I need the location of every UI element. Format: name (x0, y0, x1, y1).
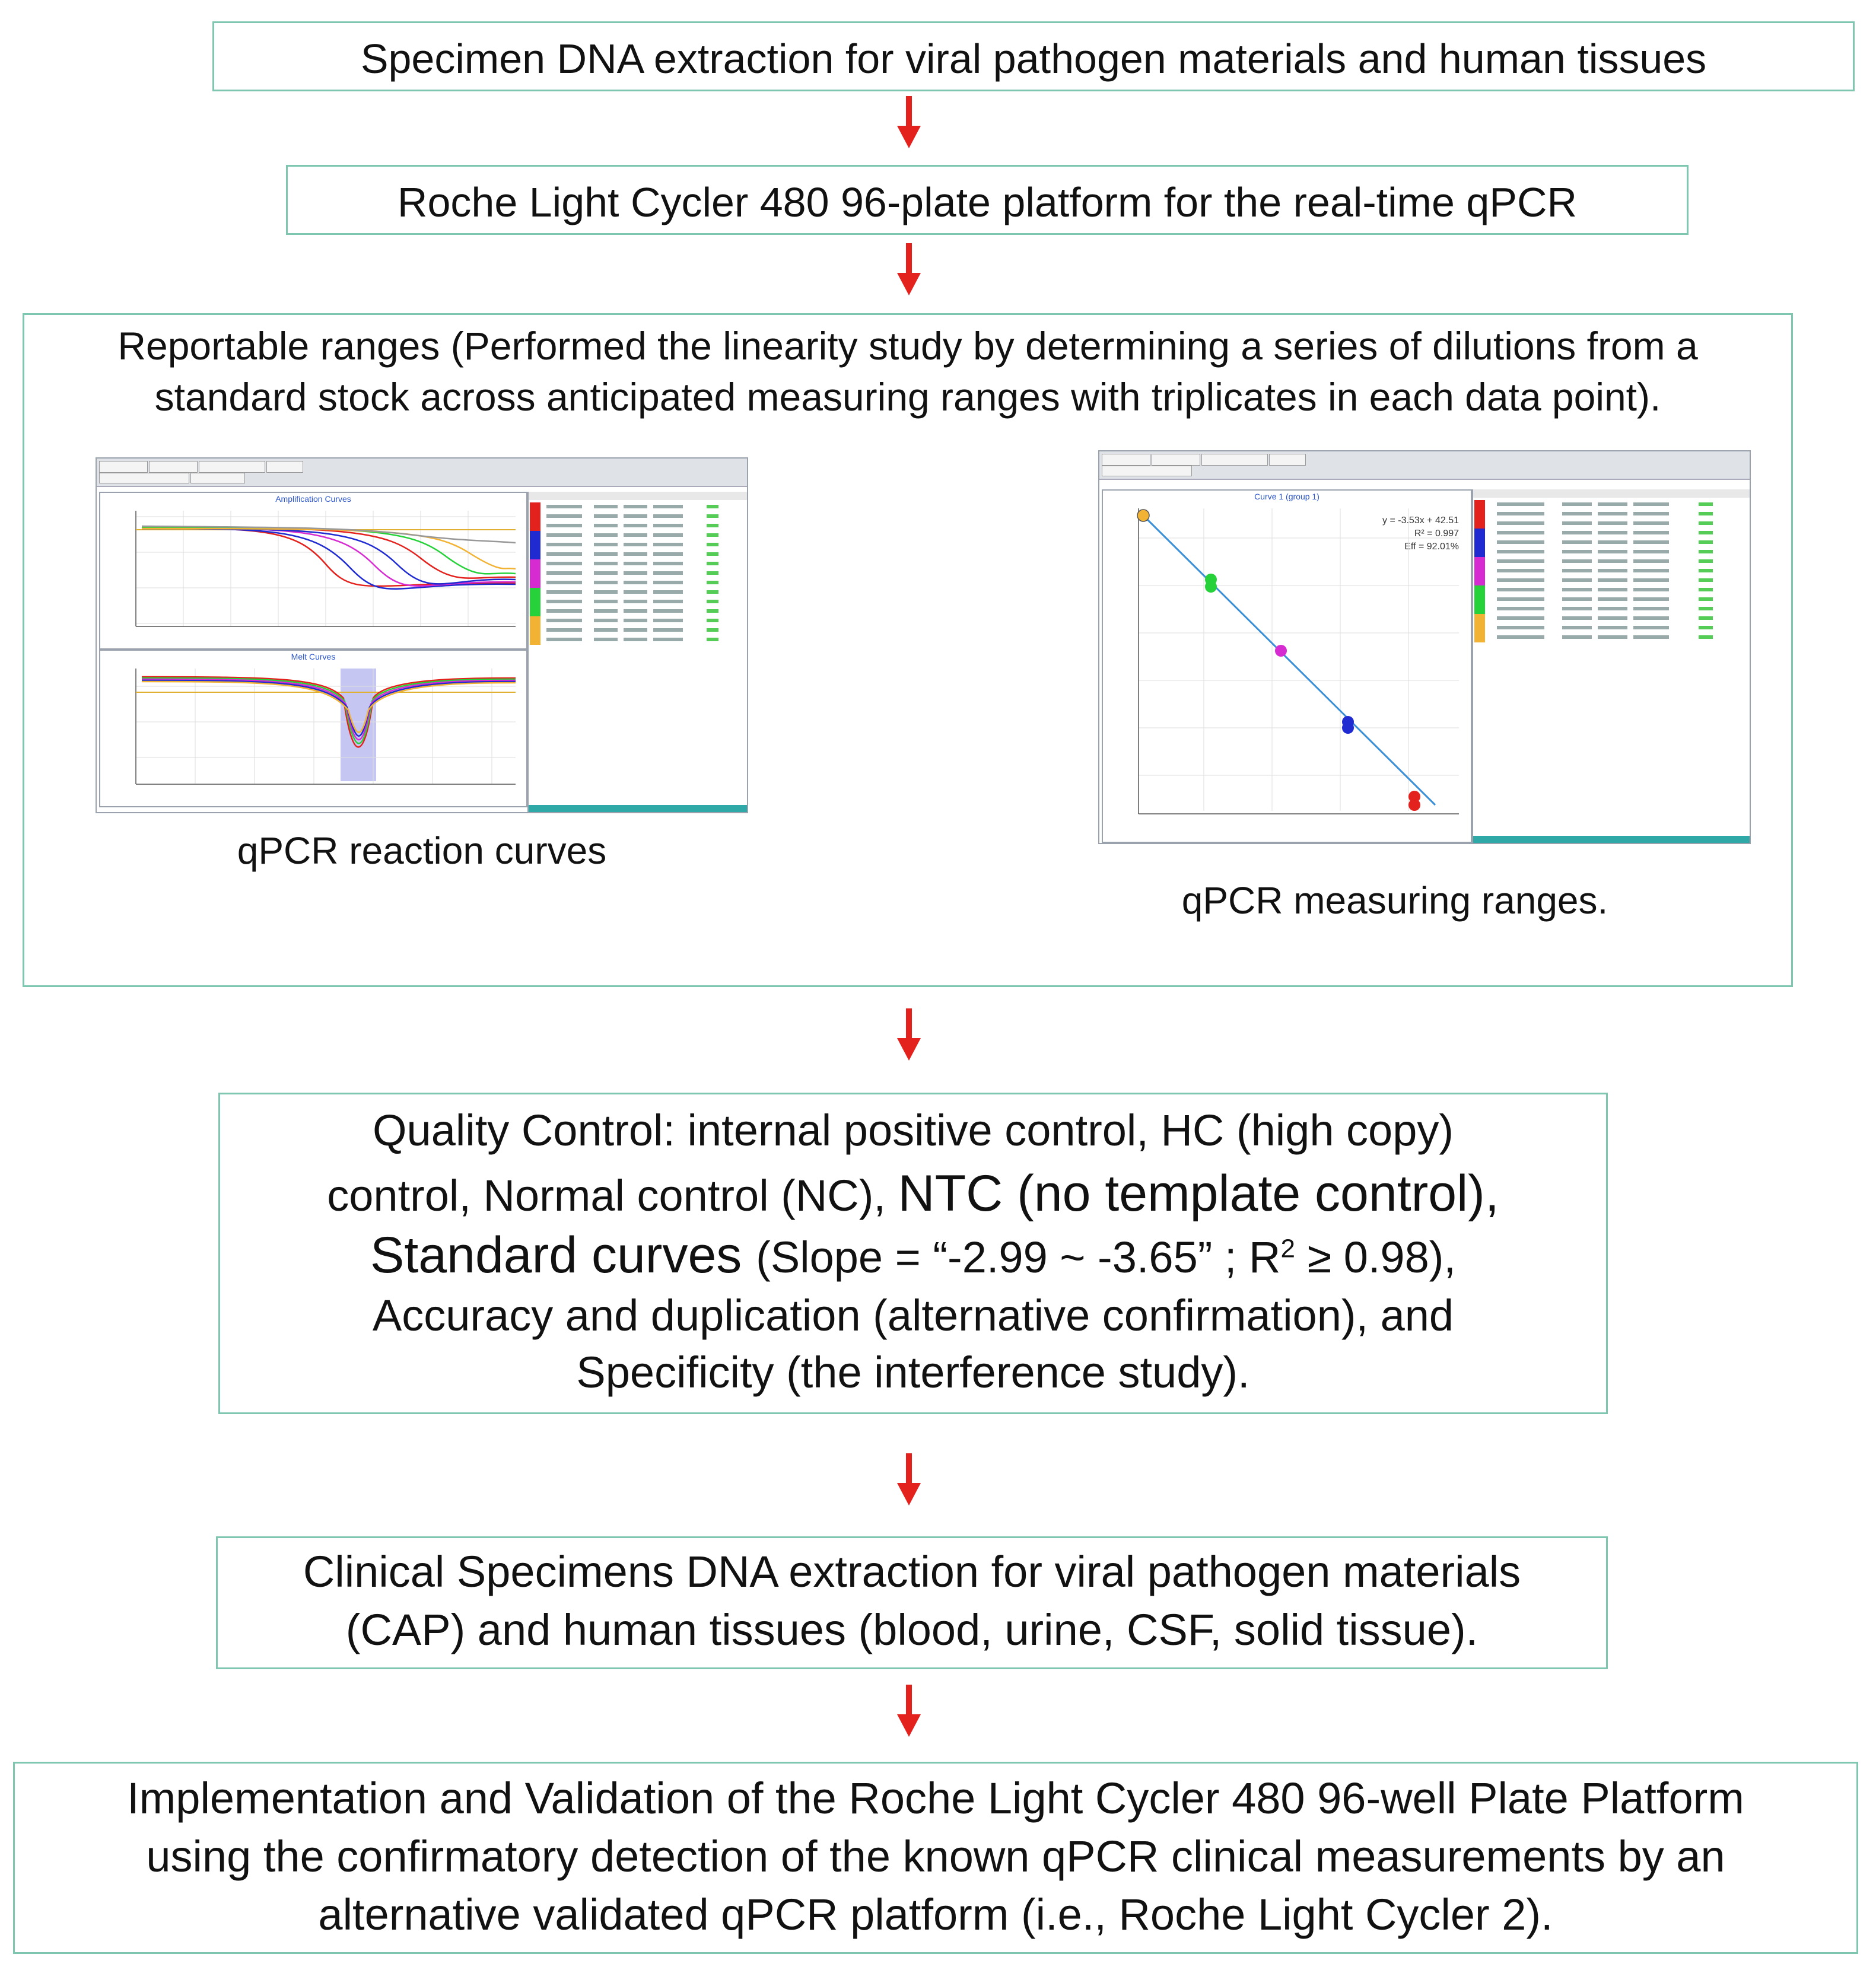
standard-curve-r2: R² = 0.997 (1414, 529, 1459, 539)
std-point-5b (1408, 799, 1420, 811)
step6-line2: using the confirmatory detection of the known qPCR clinical measurements by an (146, 1832, 1725, 1881)
step2-text: Roche Light Cycler 480 96-plate platform for the real-time qPCR (397, 179, 1578, 225)
amplification-curves-title: Amplification Curves (275, 494, 351, 504)
sample-table-left (527, 492, 748, 813)
step4-line4: Accuracy and duplication (alternative confirmation), and (372, 1291, 1454, 1340)
amplification-curves-panel (99, 492, 527, 650)
step4-line5: Specificity (the interference study). (576, 1348, 1250, 1397)
arrow-down-3 (897, 1008, 921, 1062)
amplification-curves-plot (100, 493, 524, 646)
step1-text: Specimen DNA extraction for viral pathogen materials and human tissues (360, 36, 1707, 82)
step4-line2a: control, Normal control (NC), (327, 1171, 898, 1220)
std-point-2b (1205, 581, 1217, 593)
step3-line1: Reportable ranges (Performed the linearity study by determining a series of dilutions from a (117, 324, 1698, 368)
sample-table-left-rows (529, 492, 748, 813)
step4-line3-sup: 2 (1280, 1234, 1295, 1263)
std-point-3 (1275, 645, 1287, 657)
step4-line1: Quality Control: internal positive control, HC (high copy) (373, 1106, 1454, 1155)
step4-line2 (220, 1164, 1606, 1223)
std-point-1 (1137, 510, 1149, 521)
qpcr-measuring-ranges-screenshot (1098, 450, 1751, 844)
standard-curve-plot (1103, 491, 1468, 839)
arrow-down-1 (897, 96, 921, 149)
step5-box (216, 1536, 1608, 1669)
screenshot-tab-strip (1099, 451, 1750, 480)
arrow-down-5 (897, 1685, 921, 1738)
step6-line3: alternative validated qPCR platform (i.e., Roche Light Cycler 2). (318, 1890, 1553, 1939)
caption-measuring-ranges: qPCR measuring ranges. (1181, 879, 1608, 922)
std-point-4b (1342, 722, 1354, 734)
standard-curve-panel (1102, 489, 1472, 843)
step5-line2: (CAP) and human tissues (blood, urine, CSF, solid tissue). (345, 1605, 1478, 1654)
standard-curve-title: Curve 1 (group 1) (1254, 492, 1319, 501)
step4-line2b: NTC (no template control), (898, 1165, 1499, 1222)
caption-reaction-curves: qPCR reaction curves (237, 829, 607, 872)
standard-curve-efficiency: Eff = 92.01% (1404, 542, 1459, 552)
step1-box (212, 21, 1855, 91)
arrow-down-2 (897, 243, 921, 297)
melt-curves-panel (99, 650, 527, 807)
step4-box (218, 1093, 1608, 1414)
step6-box (13, 1762, 1858, 1954)
step3-line2: standard stock across anticipated measuring ranges with triplicates in each data point). (154, 375, 1661, 419)
melt-curves-title: Melt Curves (291, 652, 336, 661)
step4-line3 (220, 1226, 1606, 1285)
step4-line3b: (Slope = “-2.99 ~ -3.65” ; R (756, 1233, 1281, 1282)
qpcr-reaction-curves-screenshot (96, 457, 748, 813)
sample-table-right-rows (1473, 489, 1751, 844)
melt-curves-plot (100, 651, 524, 804)
step4-line3c: ≥ 0.98), (1295, 1233, 1456, 1282)
arrow-down-4 (897, 1453, 921, 1507)
step3-box (23, 313, 1793, 987)
step2-box (286, 165, 1689, 235)
step5-line1: Clinical Specimens DNA extraction for viral pathogen materials (303, 1547, 1521, 1596)
sample-table-right (1472, 489, 1751, 844)
standard-curve-equation: y = -3.53x + 42.51 (1382, 515, 1459, 526)
step6-line1: Implementation and Validation of the Roche Light Cycler 480 96-well Plate Platform (127, 1774, 1744, 1823)
step4-line3a: Standard curves (370, 1227, 756, 1284)
screenshot-tab-strip (97, 459, 747, 487)
